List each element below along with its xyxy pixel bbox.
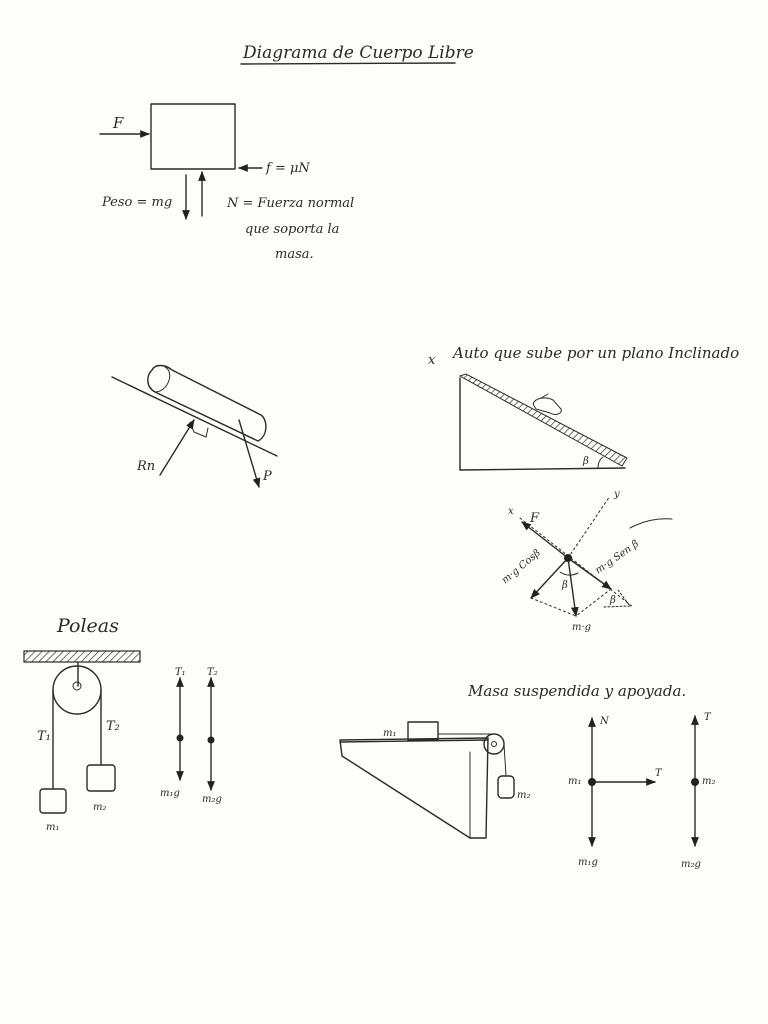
normal-label-line2: que soporta la xyxy=(245,222,340,237)
cylinder-weight-arrow xyxy=(239,420,259,487)
mg-cos-arrow xyxy=(531,558,568,598)
decomp-angle-label: β xyxy=(562,580,568,591)
fbd-tension-label: T xyxy=(655,768,662,779)
weight-label: Peso = mg xyxy=(102,195,173,210)
mg-cos-label: m·g Cosβ xyxy=(499,547,543,587)
mg-label: m·g xyxy=(572,622,592,633)
tension-t2-label: T₂ xyxy=(106,719,120,734)
drive-force-label: F xyxy=(530,511,540,526)
reaction-arrow xyxy=(160,420,194,475)
component-dash-2 xyxy=(576,589,611,616)
decomp-angle-arc xyxy=(560,572,578,575)
incline-angle-label: β xyxy=(583,456,589,467)
cylinder-end xyxy=(155,367,170,392)
pulley-diagram xyxy=(24,615,222,833)
axis-y-label: y xyxy=(614,489,620,500)
mg-sin-label: m·g Sen β xyxy=(593,538,642,577)
mass-m2-block xyxy=(87,765,115,791)
hanging-rope xyxy=(504,744,506,776)
cylinder-diagram xyxy=(112,366,277,488)
fbd-normal-label: N xyxy=(600,716,609,727)
incline-title: Auto que sube por un plano Inclinado xyxy=(453,344,740,362)
fbd-m2-point xyxy=(208,737,215,744)
mass-m1-on-table xyxy=(408,722,438,740)
component-dash-1 xyxy=(531,598,576,616)
applied-force-label: F xyxy=(113,114,124,132)
fbd-m2-point-s xyxy=(691,778,699,786)
fbd-m1g-label-s: m₁g xyxy=(578,857,598,868)
fbd-m2-label-s: m₂ xyxy=(702,776,716,787)
suspended-mass-diagram xyxy=(340,682,716,870)
tension-t1-label: T₁ xyxy=(37,729,51,744)
fbd-m1g-label: m₁g xyxy=(160,788,180,799)
fbd-m1-point xyxy=(177,735,184,742)
axis-x-label: x xyxy=(508,506,514,517)
pulley-title: Poleas xyxy=(57,615,119,637)
incline-diagram xyxy=(428,344,739,633)
fbd-m2g-label: m₂g xyxy=(202,794,222,805)
slope-line xyxy=(112,377,277,456)
pulley-axle xyxy=(73,682,81,690)
fbd-t2-label: T₂ xyxy=(207,667,218,678)
hanging-m2-label: m₂ xyxy=(517,790,531,801)
contact-right-angle xyxy=(190,422,208,437)
fbd-t1-label: T₁ xyxy=(175,667,186,678)
incline-hatched-surface xyxy=(460,374,627,466)
mass-m2-label: m₂ xyxy=(93,802,107,813)
axis-y-dotted xyxy=(568,496,610,558)
fbd-m1-point-s xyxy=(588,778,596,786)
incline-marker: x xyxy=(428,353,436,368)
fbd-m1-label-s: m₁ xyxy=(568,776,582,787)
table-wedge xyxy=(340,738,488,838)
page-title: Diagrama de Cuerpo Libre xyxy=(243,43,474,63)
table-pulley-axle xyxy=(492,742,497,747)
reaction-label: Rn xyxy=(137,459,156,474)
normal-label-line3: masa. xyxy=(275,247,314,262)
fbd-t2-label-s: T xyxy=(704,712,711,723)
car-point xyxy=(564,554,572,562)
table-pulley xyxy=(484,734,504,754)
mass-m1-label: m₁ xyxy=(46,822,60,833)
block-mass xyxy=(151,104,235,169)
friction-label: f = μN xyxy=(266,161,310,176)
fbd-m2g-label-s: m₂g xyxy=(681,859,701,870)
incline-base xyxy=(460,468,625,470)
mass-m1-block xyxy=(40,789,66,813)
block-diagram xyxy=(100,104,354,262)
table-m1-label: m₁ xyxy=(383,728,397,739)
incline-angle-arc xyxy=(598,457,603,468)
pulley-ceiling xyxy=(24,651,140,662)
mg-arrow xyxy=(568,558,576,616)
small-triangle-angle: β xyxy=(610,595,616,606)
title-underline xyxy=(241,63,455,64)
cylinder-weight-label: P xyxy=(263,469,272,484)
decorative-curve xyxy=(630,519,672,528)
small-triangle xyxy=(604,590,630,607)
hanging-mass-m2 xyxy=(498,776,514,798)
suspended-title: Masa suspendida y apoyada. xyxy=(468,682,687,700)
normal-label-line1: N = Fuerza normal xyxy=(227,196,355,211)
